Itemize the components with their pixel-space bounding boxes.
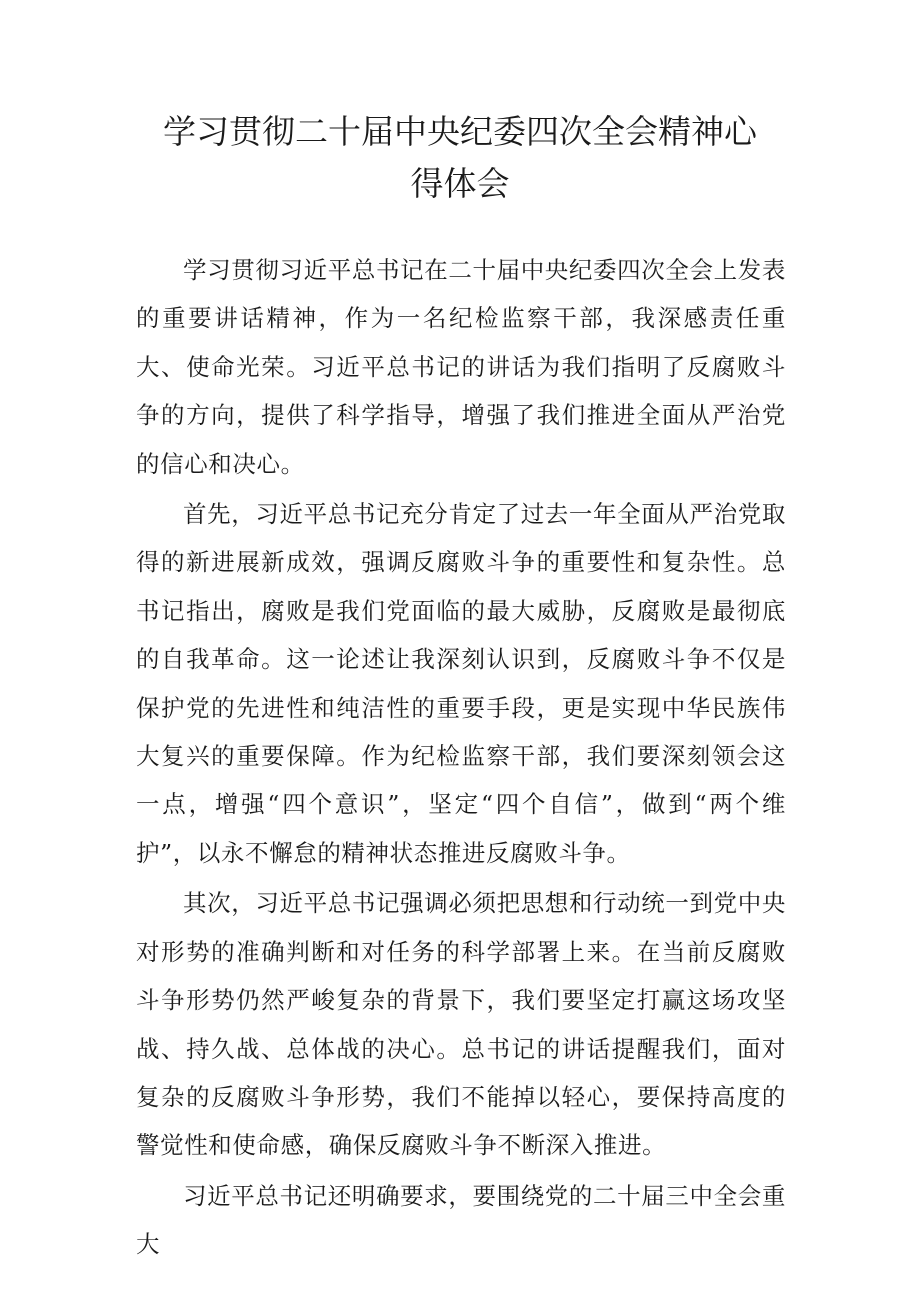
document-title: 学习贯彻二十届中央纪委四次全会精神心得体会	[163, 112, 757, 203]
document-body	[136, 246, 786, 1269]
paragraph-2: 首先，习近平总书记充分肯定了过去一年全面从严治党取得的新进展新成效，强调反腐败斗争的重要性和复杂性。总书记指出，腐败是我们党面临的最大威胁，反腐败是最彻底的自我革命。这一论述让我深刻认识到，反腐败斗争不仅是保护党的先进性和纯洁性的重要手段，更是实现中华民族伟大复兴的重要保障。作为纪检监察干部，我们要深刻领会这一点，增强“四个意识”，坚定“四个自信”，做到“两个维护”，以永不懈怠的精神状态推进反腐败斗争。	[136, 500, 786, 867]
paragraph-1: 学习贯彻习近平总书记在二十届中央纪委四次全会上发表的重要讲话精神，作为一名纪检监察干部，我深感责任重大、使命光荣。习近平总书记的讲话为我们指明了反腐败斗争的方向，提供了科学指导，增强了我们推进全面从严治党的信心和决心。	[136, 256, 786, 478]
paragraph-3: 其次，习近平总书记强调必须把思想和行动统一到党中央对形势的准确判断和对任务的科学部署上来。在当前反腐败斗争形势仍然严峻复杂的背景下，我们要坚定打赢这场攻坚战、持久战、总体战的决心。总书记的讲话提醒我们，面对复杂的反腐败斗争形势，我们不能掉以轻心，要保持高度的警觉性和使命感，确保反腐败斗争不断深入推进。	[136, 889, 786, 1160]
paragraph-4: 习近平总书记还明确要求，要围绕党的二十届三中全会重大	[136, 1181, 786, 1259]
